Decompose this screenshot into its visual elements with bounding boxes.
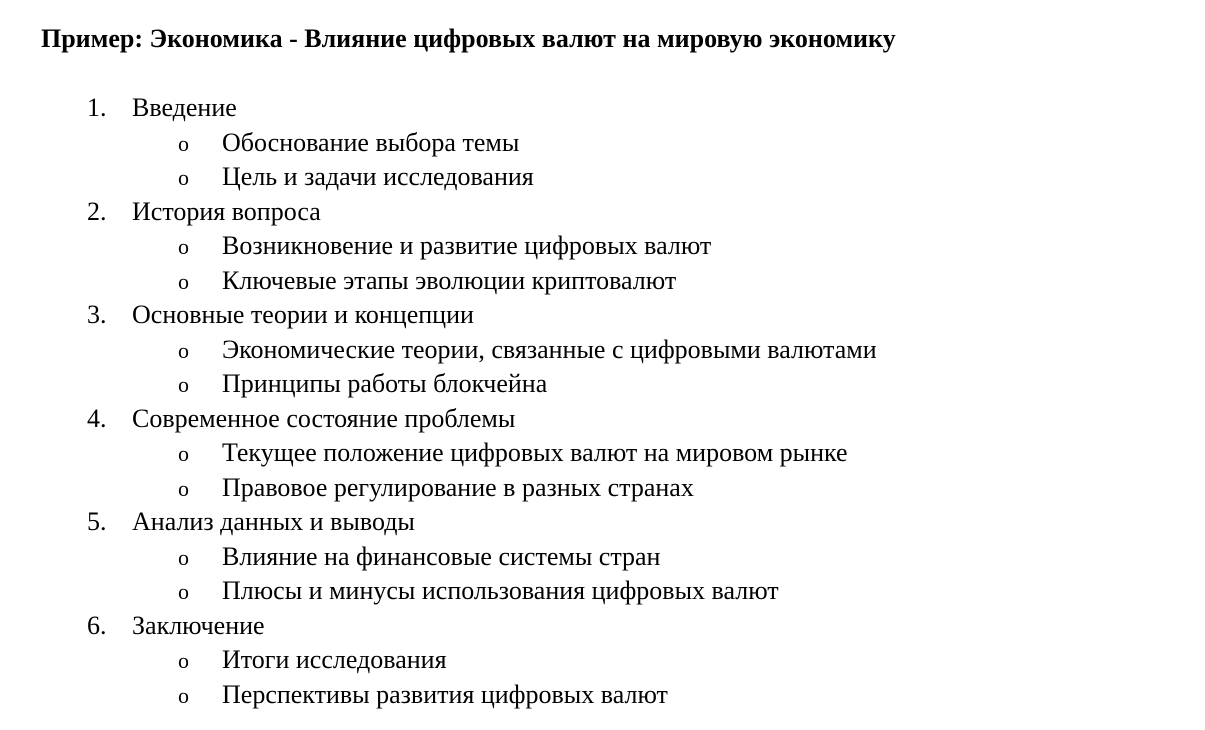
subitem-row xyxy=(0,471,1205,506)
hollow-bullet-icon: o xyxy=(178,130,189,156)
hollow-bullet-icon: o xyxy=(178,268,189,294)
document-title: Пример: Экономика - Влияние цифровых валют на мировую экономику xyxy=(41,24,896,53)
hollow-bullet-icon: o xyxy=(178,475,189,501)
subitem-text: Обоснование выбора темы xyxy=(222,127,520,157)
section-title: Анализ данных и выводы xyxy=(132,507,415,536)
section-number: 3. xyxy=(87,300,107,329)
section-title: Современное состояние проблемы xyxy=(132,403,516,433)
subitem-row xyxy=(0,436,1205,471)
hollow-bullet-icon: o xyxy=(178,372,189,397)
section-row xyxy=(0,298,1205,333)
subitem-text: Перспективы развития цифровых валют xyxy=(222,679,668,709)
section-title: История вопроса xyxy=(132,196,321,226)
section-row xyxy=(0,505,1205,540)
section-title: Заключение xyxy=(132,610,265,640)
subitem-row xyxy=(0,126,1205,161)
subitem-row xyxy=(0,160,1205,195)
section-number: 2. xyxy=(87,196,107,226)
subitem-text: Цель и задачи исследования xyxy=(222,162,534,191)
section-row xyxy=(0,402,1205,437)
subitem-row xyxy=(0,574,1205,609)
subitem-row xyxy=(0,678,1205,713)
hollow-bullet-icon: o xyxy=(178,441,189,466)
subitem-row xyxy=(0,540,1205,575)
hollow-bullet-icon: o xyxy=(178,234,189,259)
hollow-bullet-icon: o xyxy=(178,337,189,363)
section-title: Введение xyxy=(132,93,237,122)
section-row xyxy=(0,91,1205,126)
subitem-text: Влияние на финансовые системы стран xyxy=(222,541,661,571)
subitem-text: Итоги исследования xyxy=(222,645,447,674)
subitem-text: Текущее положение цифровых валют на мировом рынке xyxy=(222,438,848,467)
hollow-bullet-icon: o xyxy=(178,682,189,708)
section-title: Основные теории и концепции xyxy=(132,300,474,329)
section-number: 5. xyxy=(87,507,107,536)
subitem-text: Возникновение и развитие цифровых валют xyxy=(222,231,712,260)
subitem-text: Экономические теории, связанные с цифровыми валютами xyxy=(222,334,877,364)
hollow-bullet-icon: o xyxy=(178,165,189,190)
subitem-text: Ключевые этапы эволюции криптовалют xyxy=(222,265,677,295)
hollow-bullet-icon: o xyxy=(178,579,189,604)
subitem-row xyxy=(0,264,1205,299)
section-row xyxy=(0,195,1205,230)
section-number: 1. xyxy=(87,93,107,122)
subitem-row xyxy=(0,367,1205,402)
section-number: 4. xyxy=(87,403,107,433)
subitem-text: Принципы работы блокчейна xyxy=(222,369,548,398)
subitem-row xyxy=(0,643,1205,678)
subitem-row xyxy=(0,229,1205,264)
hollow-bullet-icon: o xyxy=(178,544,189,570)
subitem-row xyxy=(0,333,1205,368)
outline-list xyxy=(0,91,1205,712)
subitem-text: Плюсы и минусы использования цифровых валют xyxy=(222,576,779,605)
hollow-bullet-icon: o xyxy=(178,648,189,673)
section-row xyxy=(0,609,1205,644)
subitem-text: Правовое регулирование в разных странах xyxy=(222,472,694,502)
section-number: 6. xyxy=(87,610,107,640)
